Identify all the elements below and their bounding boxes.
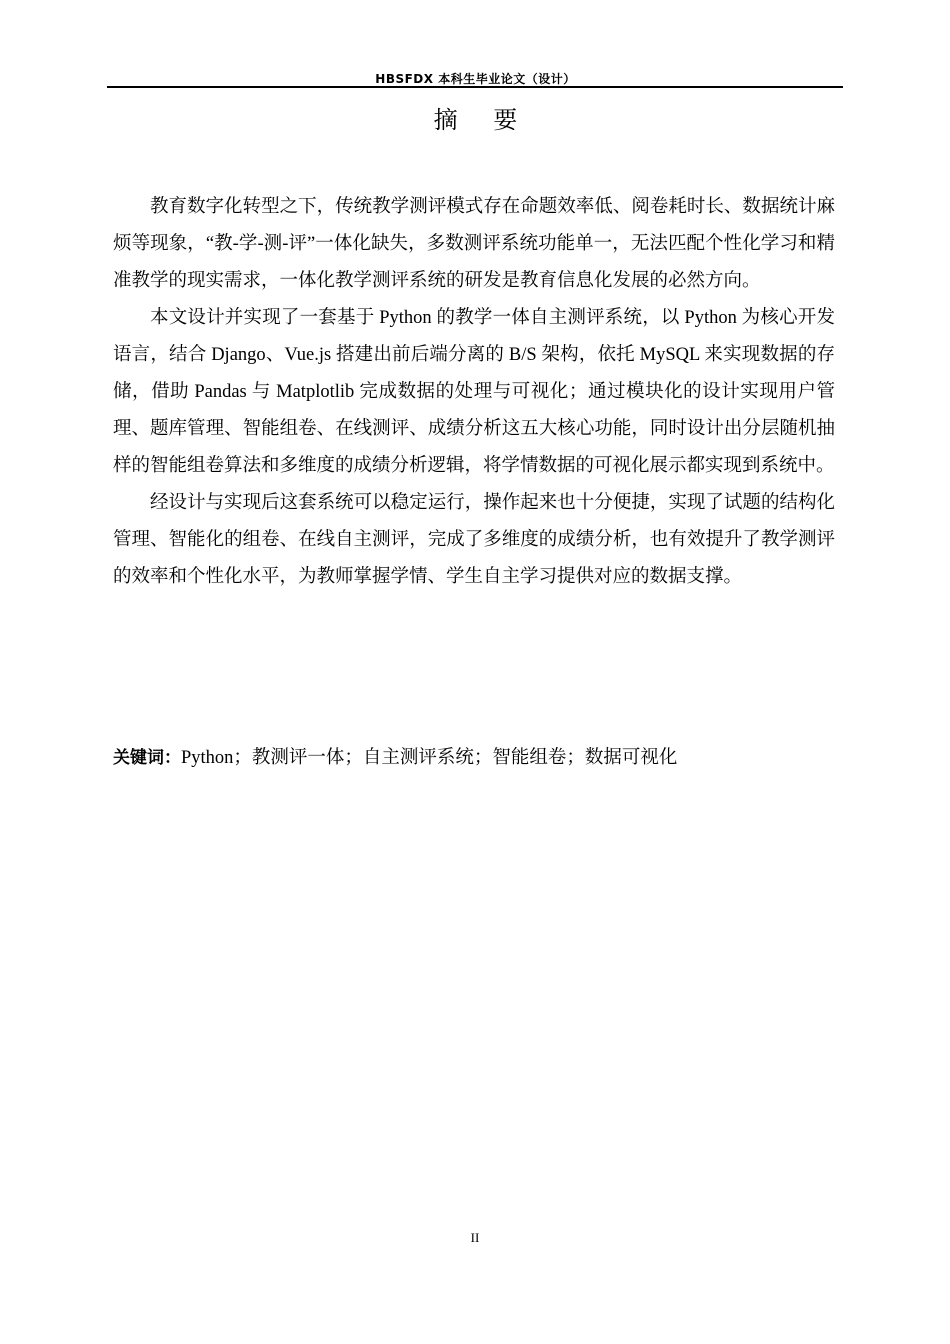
page-number: II (470, 1230, 480, 1245)
page-title: 摘 要 (433, 106, 532, 134)
running-header: HBSFDX 本科生毕业论文（设计） (375, 72, 576, 86)
abstract-paragraph-2: 本文设计并实现了一套基于 Python 的教学一体自主测评系统，以 Python 为核心开发语言，结合 Django、Vue.js 搭建出前后端分离的 B/S 架构，依托 MySQL 来实现数据的存储，借助 Pandas 与 Matplotlib 完成数据的处理与可视化；通过模块化的设计实现用户管理、题库管理、智能组卷、在线测评、成绩分析这五大核心功能，同时设计出分层随机抽样的智能组卷算法和多维度的成绩分析逻辑，将学情数据的可视化展示都实现到系统中。 (113, 308, 835, 476)
header-rule (107, 86, 843, 88)
abstract-paragraph-3: 经设计与实现后这套系统可以稳定运行，操作起来也十分便捷，实现了试题的结构化管理、智能化的组卷、在线自主测评，完成了多维度的成绩分析，也有效提升了教学测评的效率和个性化水平，为教师掌握学情、学生自主学习提供对应的数据支撑。 (113, 493, 835, 587)
keywords-label: 关键词： (113, 748, 181, 768)
keywords-text: Python；教测评一体；自主测评系统；智能组卷；数据可视化 (181, 748, 678, 768)
abstract-paragraph-1: 教育数字化转型之下，传统教学测评模式存在命题效率低、阅卷耗时长、数据统计麻烦等现象，“教-学-测-评”一体化缺失，多数测评系统功能单一，无法匹配个性化学习和精准教学的现实需求，一体化教学测评系统的研发是教育信息化发展的必然方向。 (113, 197, 835, 291)
abstract-body (113, 189, 835, 596)
keywords-line (113, 740, 835, 777)
